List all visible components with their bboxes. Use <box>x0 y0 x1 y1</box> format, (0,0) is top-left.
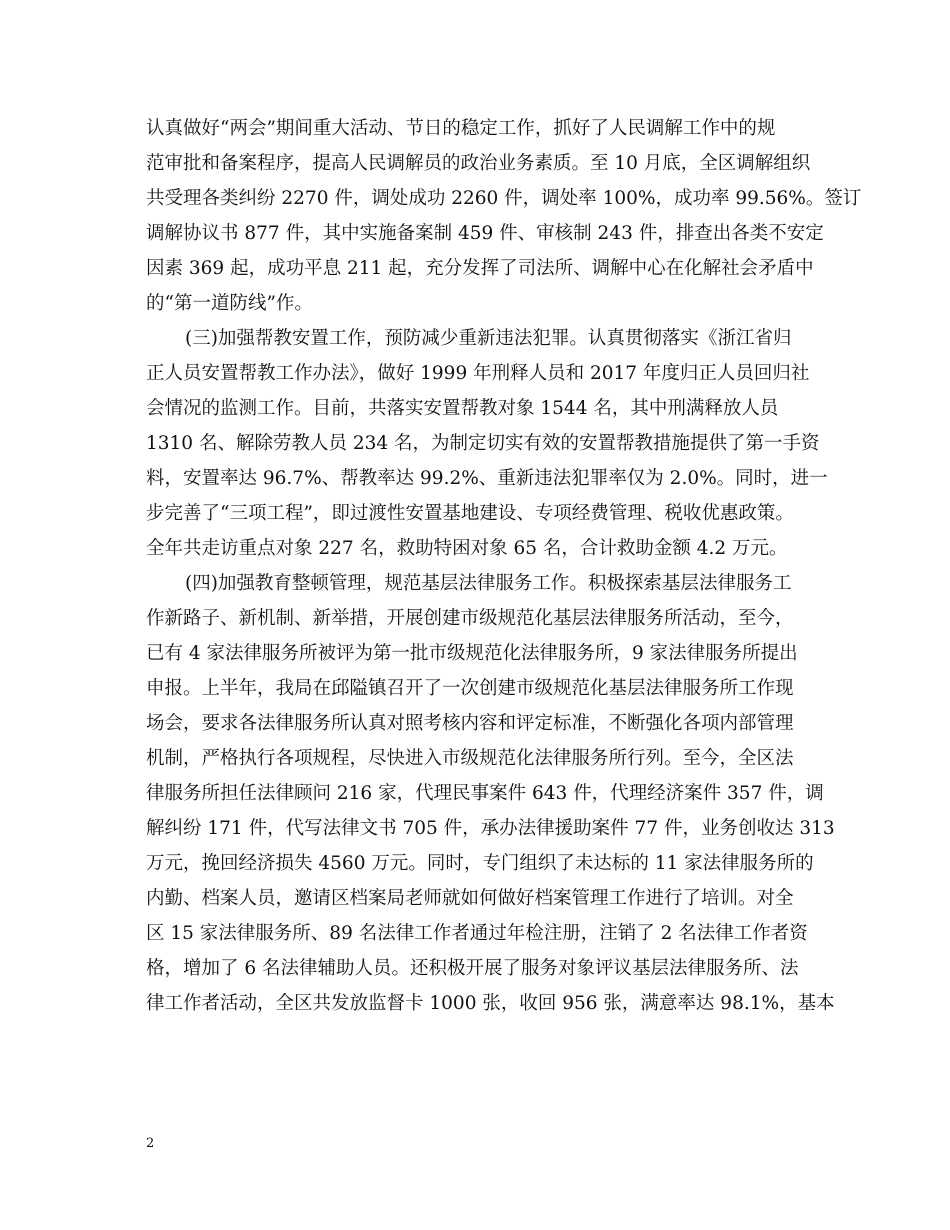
text-line: 万元，挽回经济损失 4560 万元。同时，专门组织了未达标的 11 家法律服务所的 <box>146 853 814 874</box>
text-line: 的“第一道防线”作。 <box>146 293 313 314</box>
text-line: 步完善了“三项工程”，即过渡性安置基地建设、专项经费管理、税收优惠政策。 <box>146 503 794 524</box>
text-line: 正人员安置帮教工作办法》，做好 1999 年刑释人员和 2017 年度归正人员回归社 <box>146 363 810 384</box>
paragraph-4-first-line: (四)加强教育整顿管理，规范基层法律服务工作。积极探索基层法律服务工 <box>185 573 792 594</box>
page-number: 2 <box>146 1136 155 1151</box>
text-line: 机制，严格执行各项规程，尽快进入市级规范化法律服务所行列。至今，全区法 <box>146 748 794 769</box>
paragraph-3-first-line: (三)加强帮教安置工作，预防减少重新违法犯罪。认真贯彻落实《浙江省归 <box>185 328 792 349</box>
text-line: 内勤、档案人员，邀请区档案局老师就如何做好档案管理工作进行了培训。对全 <box>146 888 794 909</box>
text-line: 1310 名、解除劳教人员 234 名，为制定切实有效的安置帮教措施提供了第一手资 <box>146 433 820 454</box>
text-line: 格，增加了 6 名法律辅助人员。还积极开展了服务对象评议基层法律服务所、法 <box>146 958 799 979</box>
text-line: 律工作者活动，全区共发放监督卡 1000 张，收回 956 张，满意率达 98.1%，基本 <box>146 993 835 1014</box>
text-line: 共受理各类纠纷 2270 件，调处成功 2260 件，调处率 100%，成功率 99.56%。签订 <box>146 188 862 209</box>
text-line: 场会，要求各法律服务所认真对照考核内容和评定标准，不断强化各项内部管理 <box>146 713 794 734</box>
text-line: 全年共走访重点对象 227 名，救助特困对象 65 名，合计救助金额 4.2 万元。 <box>146 538 788 559</box>
text-line: 因素 369 起，成功平息 211 起，充分发挥了司法所、调解中心在化解社会矛盾中 <box>146 258 814 279</box>
text-line: 已有 4 家法律服务所被评为第一批市级规范化法律服务所，9 家法律服务所提出 <box>146 643 798 664</box>
text-line: 会情况的监测工作。目前，共落实安置帮教对象 1544 名，其中刑满释放人员 <box>146 398 779 419</box>
text-line: 作新路子、新机制、新举措，开展创建市级规范化基层法律服务所活动，至今， <box>146 608 794 629</box>
text-line: 申报。上半年，我局在邱隘镇召开了一次创建市级规范化基层法律服务所工作现 <box>146 678 794 699</box>
text-line: 解纠纷 171 件，代写法律文书 705 件，承办法律援助案件 77 件，业务创收达 313 <box>146 818 835 839</box>
text-line: 律服务所担任法律顾问 216 家，代理民事案件 643 件，代理经济案件 357 件，调 <box>146 783 824 804</box>
text-line: 料，安置率达 96.7%、帮教率达 99.2%、重新违法犯罪率仅为 2.0%。同时，进一 <box>146 468 828 489</box>
text-line: 认真做好“两会”期间重大活动、节日的稳定工作，抓好了人民调解工作中的规 <box>146 118 776 139</box>
text-line: 区 15 家法律服务所、89 名法律工作者通过年检注册，注销了 2 名法律工作者资 <box>146 923 808 944</box>
text-line: 范审批和备案程序，提高人民调解员的政治业务素质。至 10 月底，全区调解组织 <box>146 153 811 174</box>
text-line: 调解协议书 877 件，其中实施备案制 459 件、审核制 243 件，排查出各类不安定 <box>146 223 824 244</box>
